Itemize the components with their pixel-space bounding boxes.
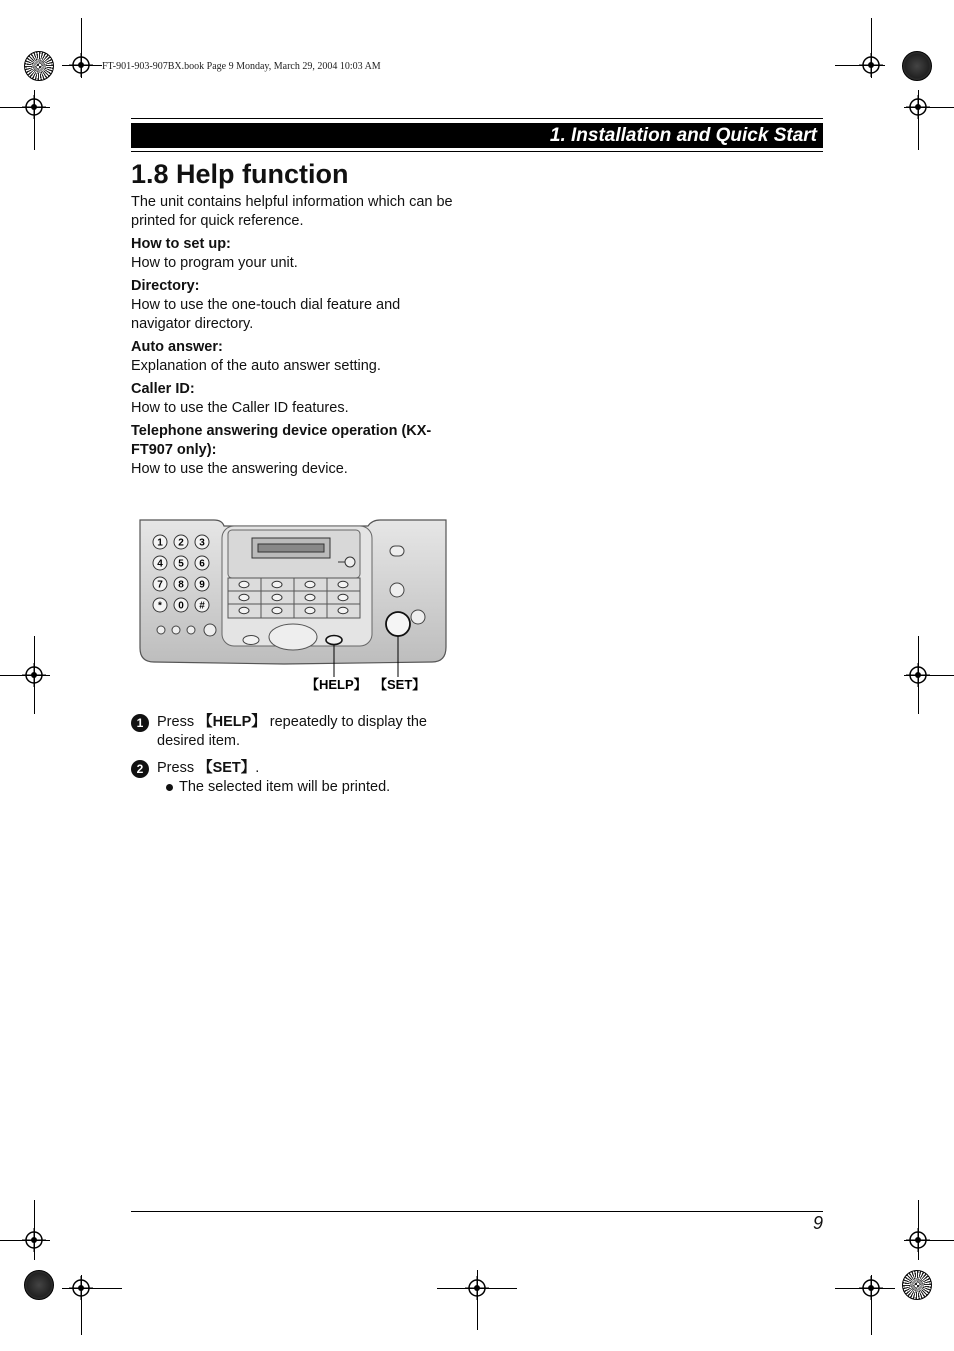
color-rosette-icon (24, 1270, 54, 1300)
one-touch-button (305, 607, 315, 613)
keypad-key-label: 6 (199, 558, 205, 570)
one-touch-button (338, 581, 348, 587)
stop-button (390, 546, 404, 556)
registration-mark-icon (69, 1276, 93, 1300)
keypad-key-label: * (158, 600, 162, 612)
round-button (411, 610, 425, 624)
color-rosette-icon (902, 51, 932, 81)
keypad-key-label: # (199, 600, 205, 612)
one-touch-button (338, 607, 348, 613)
keypad-key-label: 1 (157, 537, 163, 549)
small-round-button (204, 624, 216, 636)
help-button (326, 636, 342, 645)
registration-mark-icon (859, 1276, 883, 1300)
content-column (131, 193, 456, 483)
step-2 (131, 759, 461, 797)
item-term: Directory: (131, 278, 200, 294)
help-key-label: 【HELP】 (198, 714, 266, 730)
keypad-key-label: 9 (199, 579, 205, 591)
registration-mark-icon (22, 95, 46, 119)
step-suffix: repeatedly to display the desired item. (157, 714, 427, 749)
registration-mark-icon (22, 663, 46, 687)
one-touch-button (305, 594, 315, 600)
page-title: 1.8 Help function (131, 159, 349, 189)
fax-panel-illustration (134, 512, 454, 702)
item-term: Auto answer: (131, 339, 223, 355)
one-touch-button (338, 594, 348, 600)
intro-text: The unit contains helpful information which can be printed for quick reference. (131, 194, 453, 229)
small-round-button (187, 626, 195, 634)
step-text (157, 713, 461, 751)
registration-mark-icon (906, 95, 930, 119)
step-number-badge: 1 (131, 714, 149, 732)
step-bullet (157, 778, 461, 797)
lcd-window (258, 544, 324, 552)
item-desc: How to use the Caller ID features. (131, 400, 349, 416)
registration-mark-icon (22, 1228, 46, 1252)
one-touch-button (239, 607, 249, 613)
set-callout-label: 【SET】 (374, 677, 426, 692)
step-number-badge: 2 (131, 760, 149, 778)
item-desc: How to use the answering device. (131, 461, 348, 477)
navigator-indicator-icon (345, 557, 355, 567)
item-term: Caller ID: (131, 381, 195, 397)
print-file-info: FT-901-903-907BX.book Page 9 Monday, March 29, 2004 10:03 AM (102, 61, 381, 72)
keypad-key-label: 0 (178, 600, 184, 612)
step-prefix: Press (157, 760, 199, 776)
one-touch-button (272, 607, 282, 613)
header-rule-top (131, 118, 823, 119)
color-rosette-icon (902, 1270, 932, 1300)
registration-mark-icon (69, 53, 93, 77)
color-rosette-icon (24, 51, 54, 81)
navigator-pad (269, 624, 317, 650)
one-touch-button (239, 581, 249, 587)
set-button (386, 612, 410, 636)
item-desc: Explanation of the auto answer setting. (131, 358, 381, 374)
registration-mark-icon (465, 1276, 489, 1300)
footer-rule (131, 1211, 823, 1212)
item-desc: How to program your unit. (131, 255, 298, 271)
help-callout-label: 【HELP】 (306, 677, 367, 692)
keypad-key-label: 4 (157, 558, 163, 570)
one-touch-button (272, 594, 282, 600)
header-rule-bottom (131, 151, 823, 152)
step-prefix: Press (157, 714, 199, 730)
set-key-label: 【SET】 (198, 760, 256, 776)
registration-mark-icon (906, 663, 930, 687)
keypad-key-label: 8 (178, 579, 184, 591)
bullet-icon (166, 784, 173, 791)
item-desc: How to use the one-touch dial feature and navigator directory. (131, 297, 401, 332)
registration-mark-icon (859, 53, 883, 77)
item-term: Telephone answering device operation (KX-FT907 only): (131, 423, 432, 458)
step-1 (131, 713, 461, 751)
item-term: How to set up: (131, 236, 231, 252)
section-header: 1. Installation and Quick Start (131, 123, 823, 148)
keypad-key-label: 3 (199, 537, 205, 549)
keypad-key-label: 2 (178, 537, 184, 549)
registration-mark-icon (906, 1228, 930, 1252)
keypad-key-label: 7 (157, 579, 163, 591)
step-text (157, 759, 461, 778)
one-touch-button (272, 581, 282, 587)
bullet-text: The selected item will be printed. (179, 779, 391, 795)
keypad-key-label: 5 (178, 558, 184, 570)
small-round-button (172, 626, 180, 634)
one-touch-button (239, 594, 249, 600)
round-button (390, 583, 404, 597)
page-number: 9 (812, 1213, 823, 1233)
small-round-button (157, 626, 165, 634)
left-oval-button (243, 636, 259, 645)
one-touch-button (305, 581, 315, 587)
step-suffix: . (255, 760, 260, 776)
